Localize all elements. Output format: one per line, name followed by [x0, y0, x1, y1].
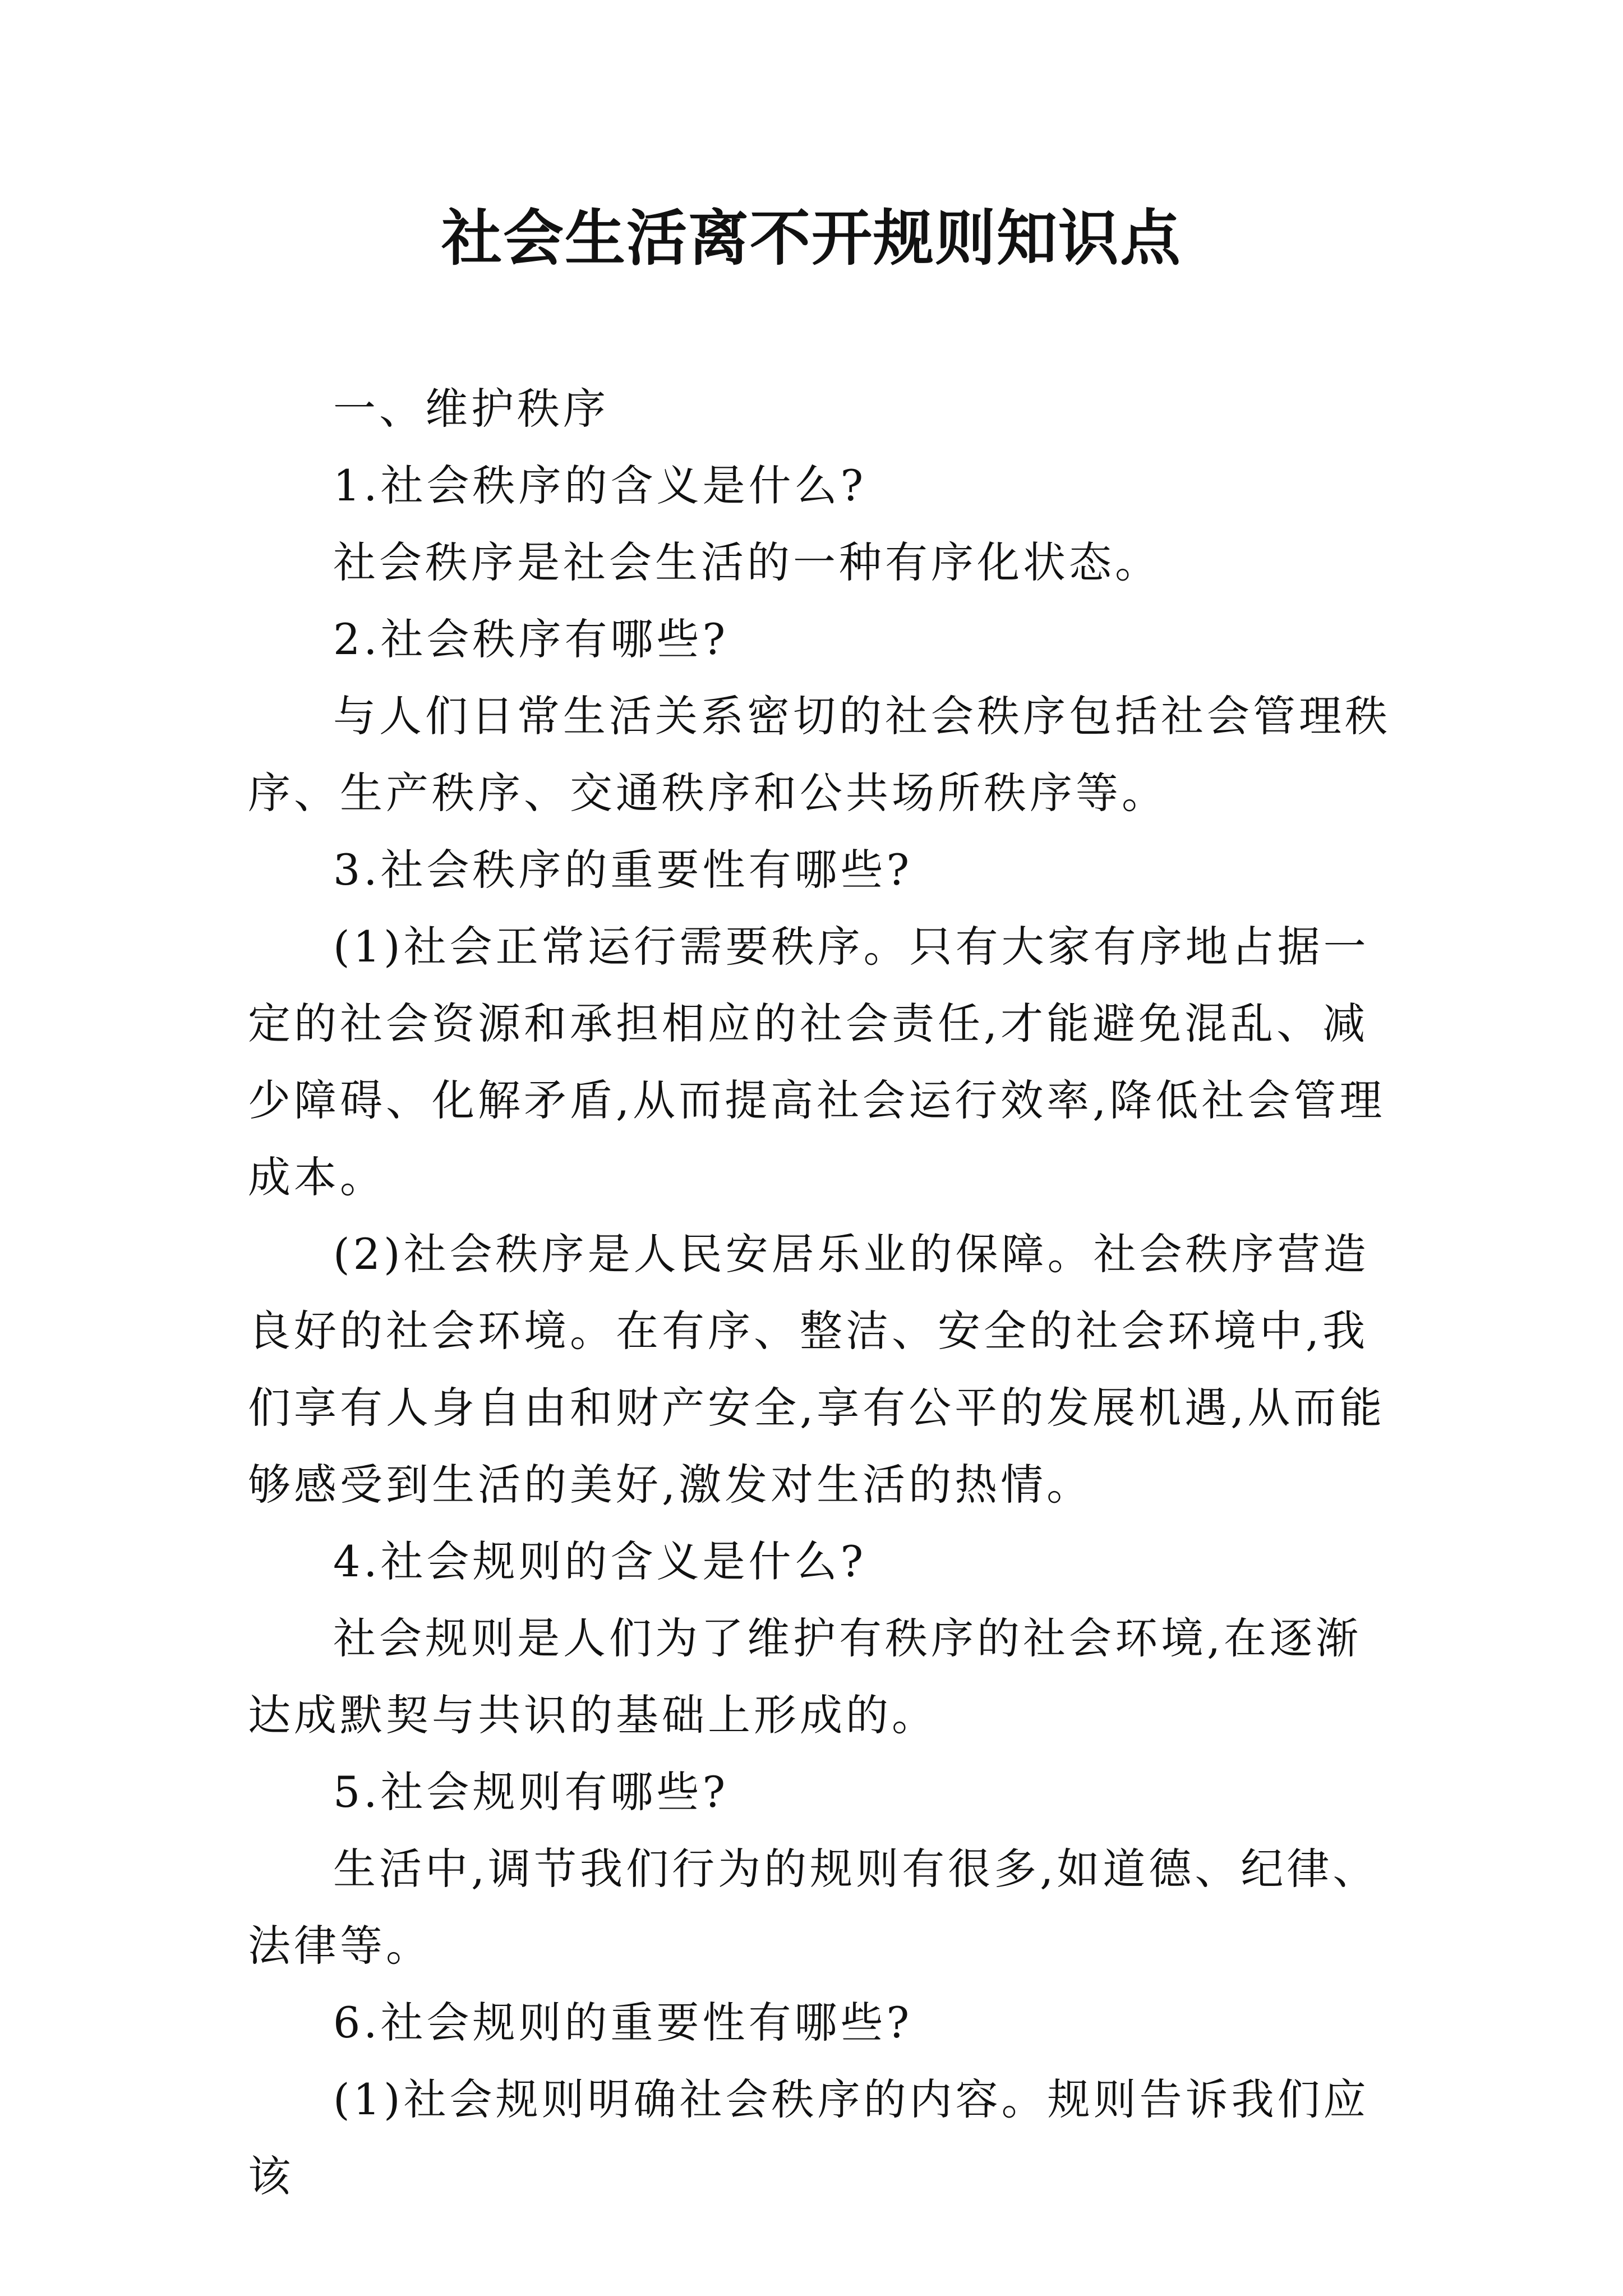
answer-4: 社会规则是人们为了维护有秩序的社会环境,在逐渐达成默契与共识的基础上形成的。 — [248, 1613, 1362, 1740]
question-3: 3.社会秩序的重要性有哪些? — [333, 845, 913, 895]
answer-3-point-2: (2)社会秩序是人民安居乐业的保障。社会秩序营造良好的社会环境。在有序、整洁、安全的社会环境中,我们享有人身自由和财产安全,享有公平的发展机遇,从而能够感受到生活的美好,激发对生活的热情。 — [248, 1229, 1386, 1510]
document-title: 社会生活离不开规则知识点 — [441, 203, 1182, 274]
answer-5: 生活中,调节我们行为的规则有很多,如道德、纪律、法律等。 — [248, 1844, 1379, 1971]
question-2: 2.社会秩序有哪些? — [333, 614, 729, 664]
answer-6-point-1: (1)社会规则明确社会秩序的内容。规则告诉我们应该 — [248, 2074, 1370, 2201]
section-heading-maintain-order: 一、维护秩序 — [333, 384, 609, 434]
question-1: 1.社会秩序的含义是什么? — [333, 461, 867, 510]
document-body — [248, 370, 1392, 2215]
answer-2: 与人们日常生活关系密切的社会秩序包括社会管理秩序、生产秩序、交通秩序和公共场所秩序等。 — [248, 691, 1391, 818]
question-4: 4.社会规则的含义是什么? — [333, 1536, 867, 1586]
question-6: 6.社会规则的重要性有哪些? — [333, 1998, 913, 2047]
question-5: 5.社会规则有哪些? — [333, 1767, 729, 1817]
answer-1: 社会秩序是社会生活的一种有序化状态。 — [333, 537, 1161, 587]
answer-3-point-1: (1)社会正常运行需要秩序。只有大家有序地占据一定的社会资源和承担相应的社会责任,才能避免混乱、减少障碍、化解矛盾,从而提高社会运行效率,降低社会管理成本。 — [248, 922, 1386, 1202]
